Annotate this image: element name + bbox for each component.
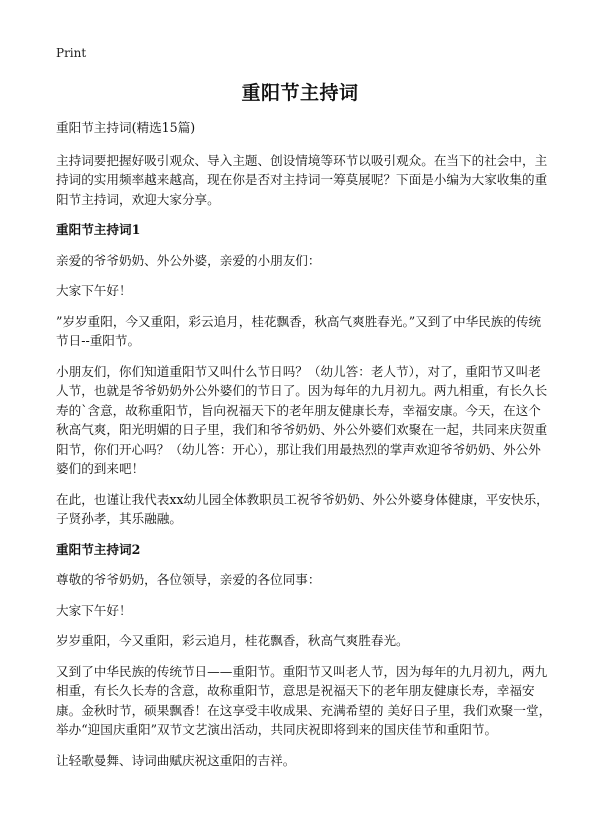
section-paragraph: 让轻歌曼舞、诗词曲赋庆祝这重阳的吉祥。	[56, 752, 296, 768]
section-paragraph: 岁岁重阳，今又重阳，彩云追月，桂花飘香，秋高气爽胜春光。	[56, 633, 409, 648]
document-body	[56, 118, 552, 781]
section-heading: 重阳节主持词2	[56, 541, 141, 557]
section-paragraph: 尊敬的爷爷奶奶，各位领导，亲爱的各位同事：	[56, 572, 321, 587]
section-paragraph: 又到了中华民族的传统节日——重阳节。重阳节又叫老人节，因为每年的九月初九，两九相重，有长久长寿的含意，故称重阳节，意思是祝福天下的老年朋友健康长寿，幸福安康。金秋时节，硕果飘香！在这享受丰收成果、充满希望的 美好日子里，我们欢聚一堂，举办“迎国庆重阳”双节文艺演出活动，共同庆祝即将到来的国庆佳节和重阳节。	[56, 663, 552, 737]
subtitle: 重阳节主持词(精选15篇)	[56, 120, 196, 135]
section-paragraph: 大家下午好！	[56, 283, 132, 298]
section-heading: 重阳节主持词1	[56, 222, 141, 237]
section-paragraph: 亲爱的爷爷奶奶、外公外婆，亲爱的小朋友们：	[56, 252, 321, 268]
section-paragraph: 在此，也谨让我代表xx幼儿园全体教职员工祝爷爷奶奶、外公外婆身体健康，平安快乐，子贤孙孝，其乐融融。	[56, 491, 549, 526]
page-title: 重阳节主持词	[241, 82, 359, 104]
section-paragraph: 大家下午好！	[56, 602, 132, 618]
section-paragraph: 小朋友们，你们知道重阳节又叫什么节日吗？（幼儿答：老人节），对了，重阳节又叫老人节，也就是爷爷奶奶外公外婆们的节日了。因为每年的九月初九。两九相重，有长久长寿的`含意，故称重阳节，旨向祝福天下的老年朋友健康长寿，幸福安康。今天，在这个秋高气爽，阳光明媚的日子里，我们和爷爷奶奶、外公外婆们欢聚在一起，共同来庆贺重阳节，你们开心吗？（幼儿答：开心），那让我们用最热烈的掌声欢迎爷爷奶奶、外公外婆们的到来吧！	[56, 363, 548, 476]
print-link[interactable]: Print	[56, 46, 87, 60]
section-paragraph: ”岁岁重阳，今又重阳，彩云追月，桂花飘香，秋高气爽胜春光。”又到了中华民族的传统节日--重阳节。	[56, 313, 542, 348]
intro-paragraph: 主持词要把握好吸引观众、导入主题、创设情境等环节以吸引观众。在当下的社会中，主持词的实用频率越来越高，现在你是否对主持词一筹莫展呢？下面是小编为大家收集的重阳节主持词，欢迎大家分享。	[56, 152, 548, 207]
